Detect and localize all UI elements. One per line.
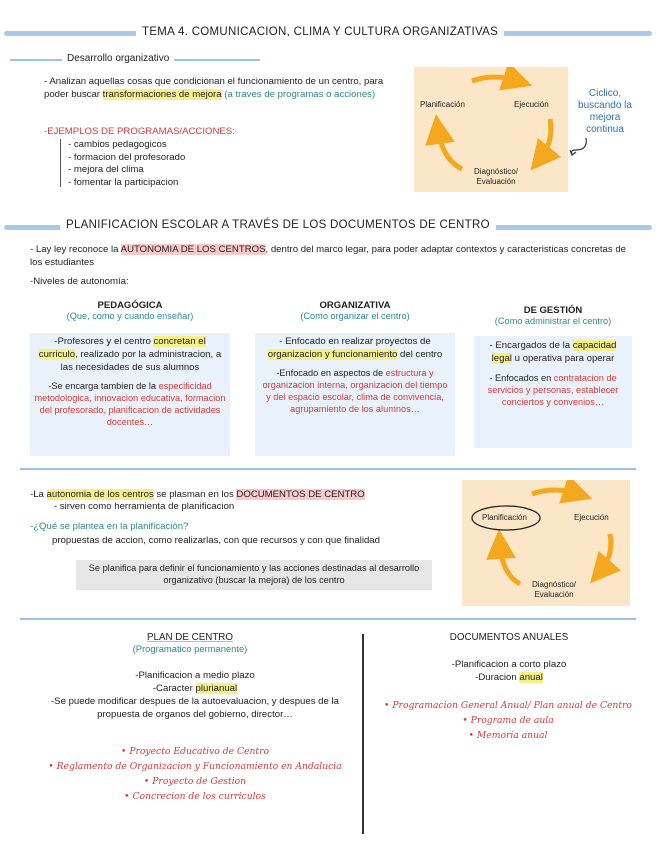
list-item: • Proyecto de Gestion [143, 776, 247, 787]
section-title: PLANIFICACION ESCOLAR A TRAVÉS DE LOS DOCUMENTOS DE CENTRO [60, 219, 496, 231]
example-item: - fomentar la participacion [68, 176, 179, 188]
documentos-anuales-list [370, 698, 646, 743]
col-organizativa-card: - Enfocado en realizar proyectos de organizacion y funcionamiento del centro -Enfocado en aspectos de estructura y organizacion interna, organizacion del tiempo y del espacio escolar, clima de convivencia, agrupamiento de los alumnos… [255, 333, 455, 456]
niveles-label: -Niveles de autonomía: [30, 276, 129, 287]
examples-title: -EJEMPLOS DE PROGRAMAS/ACCIONES: [44, 126, 235, 137]
documentos-anuales-body: -Planificacion a corto plazo -Duracion anual [451, 659, 567, 683]
intro-paragraph [44, 75, 400, 101]
plan-centro-body: -Planificacion a medio plazo -Caracter plurianual -Se puede modificar despues de la autoevaluacion, y despues de la propuesta de organos del gobierno, director… [50, 670, 339, 720]
list-item: • Programacion General Anual/ Plan anual de Centro [384, 700, 632, 711]
intro-highlight: transformaciones de mejora [102, 89, 222, 100]
autonomia-line1: -La autonomia de los centros se plasman en los DOCUMENTOS DE CENTRO [30, 489, 365, 500]
cycle-diagram-2 [462, 480, 630, 606]
column-divider [362, 634, 364, 834]
section-subtitle: Desarrollo organizativo [62, 53, 174, 64]
autonomia-line2: - sirven como herramienta de planificacion [54, 501, 235, 512]
col-pedagogica-card: -Profesores y el centro concretan el curriculo, realizado por la administracion, a las necesidades de sus alumnos -Se encarga tambien de la especificidad metodologica, innovacion educativa, formacion del profesorado, planificacion de actividades docentes… [30, 333, 230, 456]
list-item: • Memoria anual [468, 730, 548, 741]
planificacion-question: -¿Qué se plantea en la planificación? [30, 521, 189, 532]
divider [20, 618, 636, 620]
cycle-side-note: Ciclico, buscando la mejora continua [578, 88, 632, 135]
planificacion-answer: propuestas de accion, como realizarlas, con que recursos y con que finalidad [52, 535, 380, 546]
intro-note: (a traves de programas o acciones) [221, 89, 376, 100]
list-item: • Proyecto Educativo de Centro [120, 746, 269, 757]
page-title: TEMA 4. COMUNICACION, CLIMA Y CULTURA ORGANIZATIVAS [136, 26, 504, 38]
list-item: • Reglamento de Organizacion y Funcionamiento en Andalucia [48, 761, 342, 772]
divider [20, 468, 636, 470]
cycle-diagram [414, 67, 568, 192]
col-gestion-card: - Encargados de la capacidad legal u operativa para operar - Enfocados en contratacion de servicios y personas, establecer conciertos y convenios… [474, 336, 632, 448]
examples-list [60, 139, 185, 187]
documentos-anuales-title: DOCUMENTOS ANUALES [449, 632, 569, 643]
ley-paragraph: - Lay ley reconoce la AUTONOMIA DE LOS CENTROS, dentro del marco legar, para poder adaptar contextos y caracteristicas concretas de los estudiantes [30, 244, 626, 268]
cycle-ejecucion: Ejecución [514, 100, 549, 109]
example-item: - formacion del profesorado [68, 151, 186, 163]
plan-centro-list [40, 744, 350, 804]
col-organizativa-header: ORGANIZATIVA (Como organizar el centro) [300, 300, 410, 321]
cycle-ejecucion: Ejecución [574, 513, 609, 522]
list-item: • Concrecion de los curriculos [124, 791, 266, 802]
ley-highlight: AUTONOMIA DE LOS CENTROS [120, 244, 266, 255]
example-item: - mejora del clima [68, 164, 144, 175]
planificacion-note-box: Se planifica para definir el funcionamiento y las acciones destinadas al desarrollo organizativo (buscar la mejora) de los centro [76, 560, 432, 590]
plan-centro-header: PLAN DE CENTRO (Programatico permanente) [132, 632, 248, 654]
cycle-planificacion: Planificación [420, 100, 465, 109]
cycle-planificacion: Planificación [482, 513, 527, 522]
col-gestion-header: DE GESTIÓN (Como administrar el centro) [494, 305, 612, 326]
example-item: - cambios pedagogicos [68, 139, 167, 150]
intro-text: - Analizan aquellas cosas que condicionan el funcionamiento de un centro, para poder buscar [44, 76, 384, 100]
col-pedagogica-header: PEDAGÓGICA (Que, como y cuando enseñar) [66, 300, 194, 321]
curl-arrow-icon [568, 136, 590, 158]
list-item: • Programa de aula [462, 715, 554, 726]
cycle-diagnostico: Diagnóstico/ Evaluación [474, 167, 519, 186]
cycle-diagnostico: Diagnóstico/ Evaluación [532, 580, 577, 599]
